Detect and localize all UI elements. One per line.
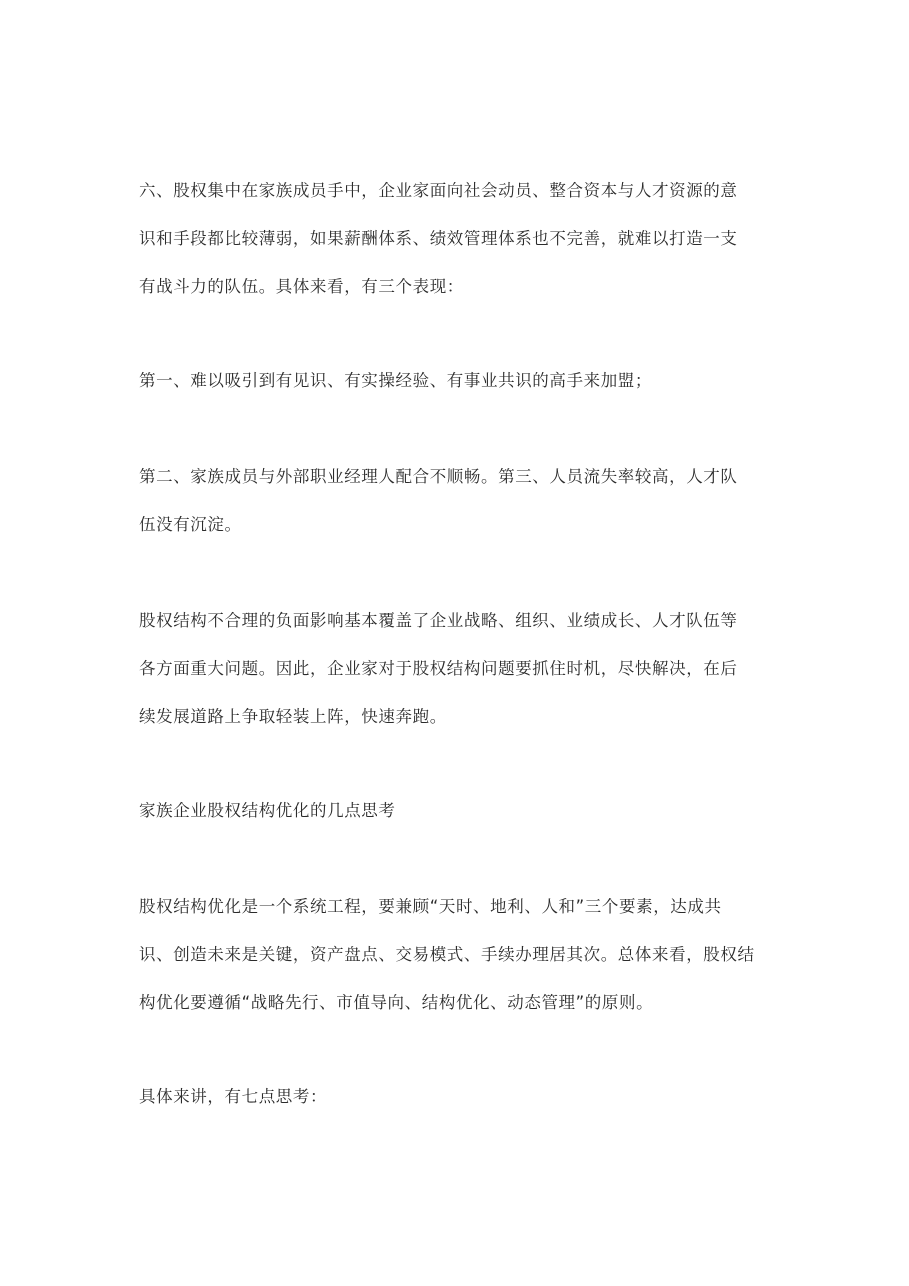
text-line: 第二、家族成员与外部职业经理人配合不顺畅。第三、人员流失率较高，人才队 (139, 467, 738, 486)
text-line: 识和手段都比较薄弱，如果薪酬体系、绩效管理体系也不完善，就难以打造一支 (139, 229, 738, 248)
text-line: 股权结构优化是一个系统工程，要兼顾“天时、地利、人和”三个要素，达成共 (139, 897, 722, 916)
text-line: 各方面重大问题。因此，企业家对于股权结构问题要抓住时机，尽快解决，在后 (139, 659, 738, 678)
text-line: 六、股权集中在家族成员手中，企业家面向社会动员、整合资本与人才资源的意 (139, 181, 738, 200)
text-line: 第一、难以吸引到有见识、有实操经验、有事业共识的高手来加盟； (139, 371, 652, 390)
text-line: 股权结构不合理的负面影响基本覆盖了企业战略、组织、业绩成长、人才队伍等 (139, 611, 738, 630)
text-line: 构优化要遵循“战略先行、市值导向、结构优化、动态管理”的原则。 (139, 993, 654, 1012)
text-line: 有战斗力的队伍。具体来看，有三个表现： (139, 277, 464, 296)
text-line: 具体来讲，有七点思考： (139, 1087, 328, 1106)
text-line: 伍没有沉淀。 (139, 515, 242, 534)
text-line: 识、创造未来是关键，资产盘点、交易模式、手续办理居其次。总体来看，股权结 (139, 945, 755, 964)
section-heading: 家族企业股权结构优化的几点思考 (139, 801, 396, 820)
text-line: 续发展道路上争取轻装上阵，快速奔跑。 (139, 707, 447, 726)
